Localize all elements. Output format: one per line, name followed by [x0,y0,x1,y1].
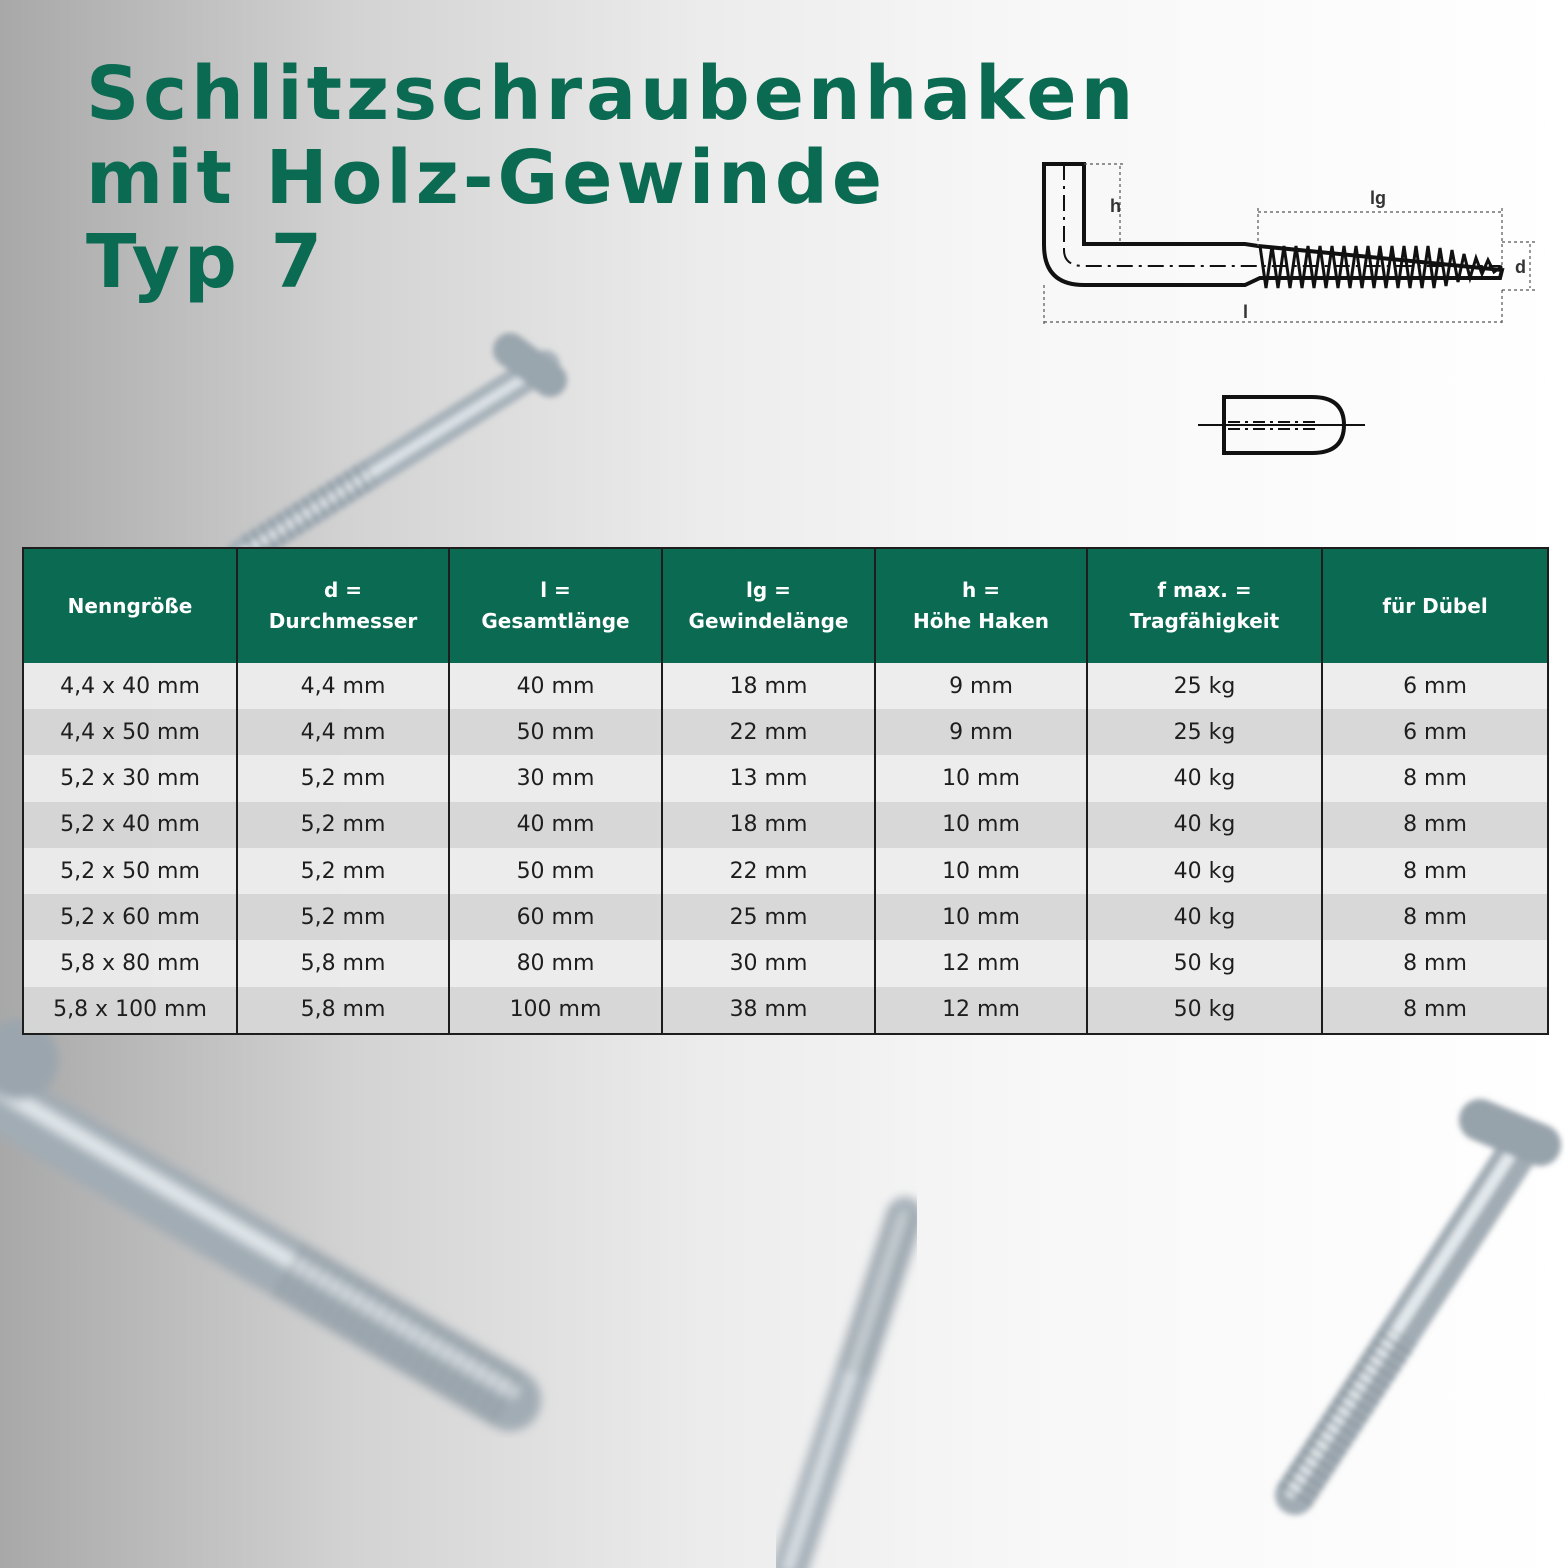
label-h: h [1110,196,1121,216]
table-cell: 8 mm [1322,987,1548,1034]
table-cell: 5,2 mm [237,802,449,848]
table-cell: 8 mm [1322,802,1548,848]
hook-image-top [240,350,550,555]
header-gesamtlaenge: l = Gesamtlänge [449,548,662,663]
hook-image-bottom-right [1292,1120,1540,1495]
table-row [23,755,1548,801]
hook-image-bottom-left [0,1020,510,1400]
table-cell: 18 mm [662,802,875,848]
table-cell: 5,2 mm [237,848,449,894]
header-gewindelaenge: lg = Gewindelänge [662,548,875,663]
table-cell: 18 mm [662,663,875,709]
table-cell: 10 mm [875,755,1087,801]
table-cell: 50 mm [449,709,662,755]
table-cell: 100 mm [449,987,662,1034]
table-cell: 40 kg [1087,894,1322,940]
table-row [23,940,1548,986]
table-cell: 40 kg [1087,802,1322,848]
table-body [23,663,1548,1034]
table-cell: 8 mm [1322,940,1548,986]
table-cell: 25 kg [1087,663,1322,709]
table-cell: 10 mm [875,894,1087,940]
table-cell: 5,8 mm [237,987,449,1034]
table-cell: 50 kg [1087,987,1322,1034]
table-cell: 5,2 x 50 mm [23,848,237,894]
table-cell: 40 kg [1087,755,1322,801]
table-row [23,802,1548,848]
table-row [23,987,1548,1034]
header-hoehe-haken: h = Höhe Haken [875,548,1087,663]
header-durchmesser: d = Durchmesser [237,548,449,663]
table-cell: 30 mm [449,755,662,801]
table-cell: 12 mm [875,987,1087,1034]
title-line-1: Schlitzschraubenhaken [86,51,1138,137]
table-cell: 5,2 mm [237,755,449,801]
end-view-drawing [1198,397,1365,453]
table-cell: 8 mm [1322,894,1548,940]
table-cell: 5,2 x 60 mm [23,894,237,940]
table-cell: 4,4 mm [237,663,449,709]
table-row [23,848,1548,894]
table-cell: 5,2 mm [237,894,449,940]
table-cell: 5,8 x 100 mm [23,987,237,1034]
table-cell: 25 kg [1087,709,1322,755]
hook-image-bottom-middle [788,1215,905,1568]
table-cell: 10 mm [875,848,1087,894]
title-line-2: mit Holz-Gewinde [86,135,887,221]
table-cell: 13 mm [662,755,875,801]
table-cell: 4,4 x 50 mm [23,709,237,755]
table-cell: 5,8 x 80 mm [23,940,237,986]
table-cell: 25 mm [662,894,875,940]
table-cell: 30 mm [662,940,875,986]
table-cell: 50 mm [449,848,662,894]
table-cell: 10 mm [875,802,1087,848]
table-cell: 4,4 x 40 mm [23,663,237,709]
table-cell: 8 mm [1322,848,1548,894]
specification-table [22,547,1549,1035]
table-cell: 6 mm [1322,663,1548,709]
table-cell: 6 mm [1322,709,1548,755]
title-line-3: Typ 7 [86,219,327,305]
technical-drawing [1030,150,1550,480]
label-d: d [1515,257,1526,277]
table-cell: 5,8 mm [237,940,449,986]
table-cell: 12 mm [875,940,1087,986]
table-cell: 5,2 x 30 mm [23,755,237,801]
header-tragfaehigkeit: f max. = Tragfähigkeit [1087,548,1322,663]
table-cell: 38 mm [662,987,875,1034]
label-l: l [1243,302,1249,322]
table-cell: 4,4 mm [237,709,449,755]
table-cell: 50 kg [1087,940,1322,986]
table-cell: 40 mm [449,802,662,848]
table-cell: 40 mm [449,663,662,709]
header-nenngroesse: Nenngröße [23,548,237,663]
table-cell: 60 mm [449,894,662,940]
table-cell: 40 kg [1087,848,1322,894]
table-cell: 80 mm [449,940,662,986]
table-cell: 5,2 x 40 mm [23,802,237,848]
label-lg: lg [1370,188,1386,208]
table-row [23,709,1548,755]
table-row [23,894,1548,940]
table-cell: 9 mm [875,709,1087,755]
table-cell: 22 mm [662,709,875,755]
table-cell: 8 mm [1322,755,1548,801]
table-header-row [23,548,1548,663]
table-row [23,663,1548,709]
table-cell: 9 mm [875,663,1087,709]
header-fuer-duebel: für Dübel [1322,548,1548,663]
page-title [86,52,1137,304]
table-cell: 22 mm [662,848,875,894]
